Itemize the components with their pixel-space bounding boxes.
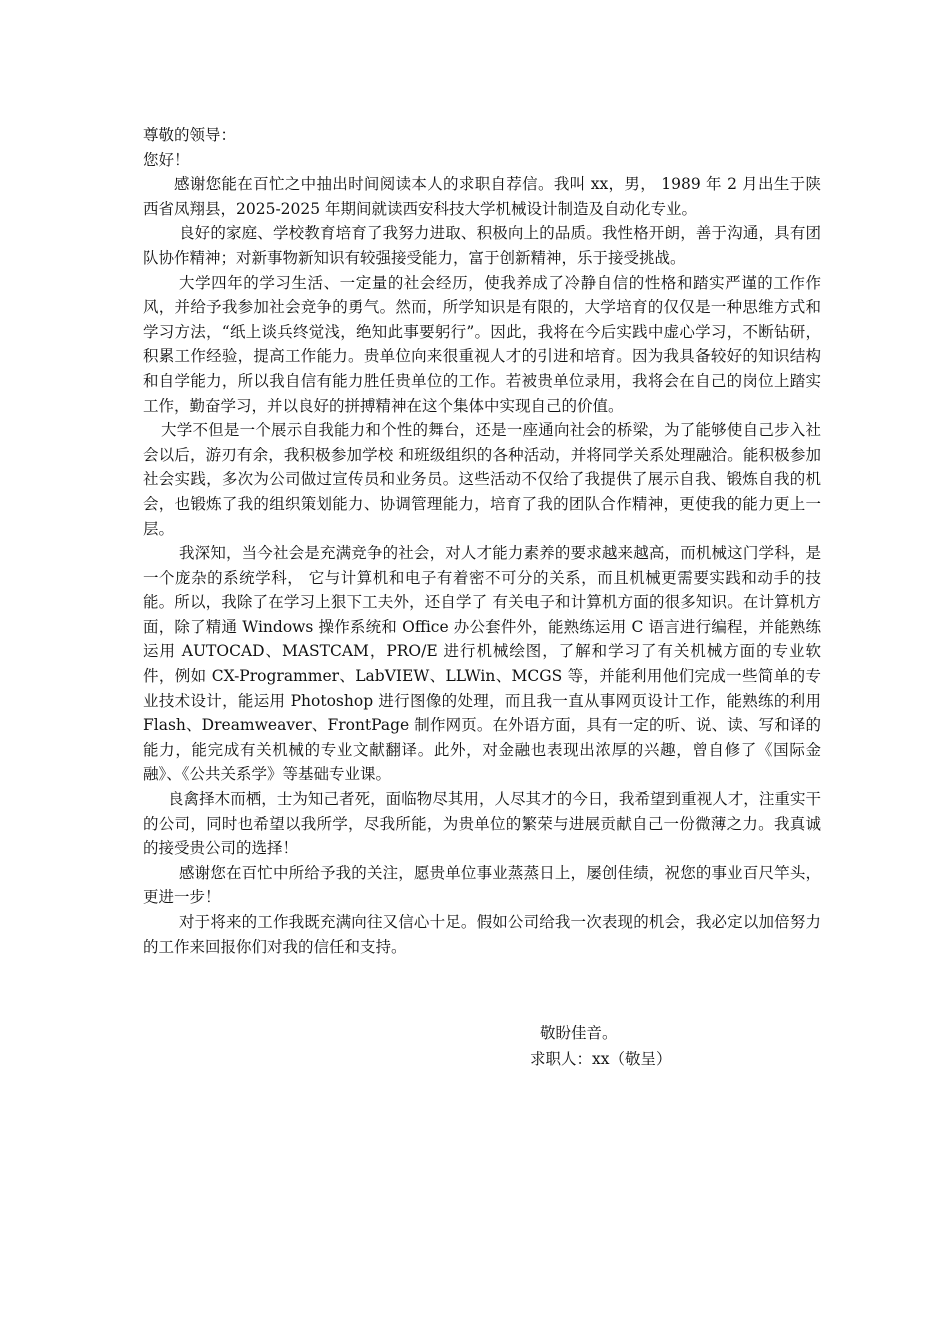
signature: 求职人：xx（敬呈） [530, 1050, 672, 1068]
paragraph-university-life: 大学四年的学习生活、一定量的社会经历，使我养成了冷静自信的性格和踏实严谨的工作作风，并给予我参加社会竞争的勇气。然而，所学知识是有限的，大学培育的仅仅是一种思维方式和学习方法，“纸上谈兵终觉浅，绝知此事要躬行”。因此，我将在今后实践中虚心学习，不断钻研，积累工作经验，提高工作能力。贵单位向来很重视人才的引进和培育。因为我具备较好的知识结构和自学能力，所以我自信有能力胜任贵单位的工作。若被贵单位录用，我将会在自己的岗位上踏实工作，勤奋学习，并以良好的拼搏精神在这个集体中实现自己的价值。 [143, 273, 821, 415]
paragraph-activities: 大学不但是一个展示自我能力和个性的舞台，还是一座通向社会的桥梁，为了能够使自己步入社会以后，游刃有余，我积极参加学校 和班级组织的各种活动，并将同学关系处理融洽。能积极参加社会实践，多次为公司做过宣传员和业务员。这些活动不仅给了我提供了展示自我、锻炼自我的机会，也锻炼了我的组织策划能力、协调管理能力，培育了我的团队合作精神，更使我的能力更上一层。 [143, 421, 821, 538]
paragraph-thanks: 感谢您在百忙中所给予我的关注，愿贵单位事业蒸蒸日上，屡创佳绩，祝您的事业百尺竿头，更进一步！ [143, 863, 821, 907]
paragraph-skills: 我深知，当今社会是充满竞争的社会，对人才能力素养的要求越来越高，而机械这门学科，是一个庞杂的系统学科， 它与计算机和电子有着密不可分的关系，而且机械更需要实践和动手的技能。所以，我除了在学习上狠下工夫外，还自学了 有关电子和计算机方面的很多知识。在计算机方面，除了精通 Windows 操作系统和 Office 办公套件外，能熟练运用 C 语言进行编程，并能熟练运用 AUTOCAD、MASTCAM，PRO/E 进行机械绘图，了解和学习了有关机械方面的专业软件，例如 CX-Programmer、LabVIEW、LLWin、MCGS 等，并能利用他们完成一些简单的专业技术设计，能运用 Photoshop 进行图像的处理，而且我一直从事网页设计工作，能熟练的利用 Flash、Dreamweaver、FrontPage 制作网页。在外语方面，具有一定的听、说、读、写和译的能力，能完成有关机械的专业文献翻译。此外，对金融也表现出浓厚的兴趣，曾自修了《国际金融》、《公共关系学》等基础专业课。 [143, 544, 821, 784]
closing-wish: 敬盼佳音。 [540, 1024, 618, 1042]
paragraph-introduction: 感谢您能在百忙之中抽出时间阅读本人的求职自荐信。我叫 xx，男， 1989 年 2 月出生于陕西省凤翔县，2025-2025 年期间就读西安科技大学机械设计制造及自动化专业。 [143, 175, 821, 218]
paragraph-aspiration: 良禽择木而栖，士为知己者死，面临物尽其用，人尽其才的今日，我希望到重视人才，注重实干的公司，同时也希望以我所学，尽我所能，为贵单位的繁荣与进展贡献自己一份微薄之力。我真诚的接受贵公司的选择！ [143, 790, 821, 858]
letter-closing [530, 1020, 830, 1072]
paragraph-character: 良好的家庭、学校教育培育了我努力进取、积极向上的品质。我性格开朗，善于沟通，具有团队协作精神；对新事物新知识有较强接受能力，富于创新精神，乐于接受挑战。 [143, 224, 821, 267]
salutation: 尊敬的领导： [143, 126, 237, 144]
cover-letter-body [143, 123, 821, 959]
greeting: 您好！ [143, 150, 190, 169]
paragraph-commitment: 对于将来的工作我既充满向往又信心十足。假如公司给我一次表现的机会，我必定以加倍努力的工作来回报你们对我的信任和支持。 [143, 913, 821, 956]
